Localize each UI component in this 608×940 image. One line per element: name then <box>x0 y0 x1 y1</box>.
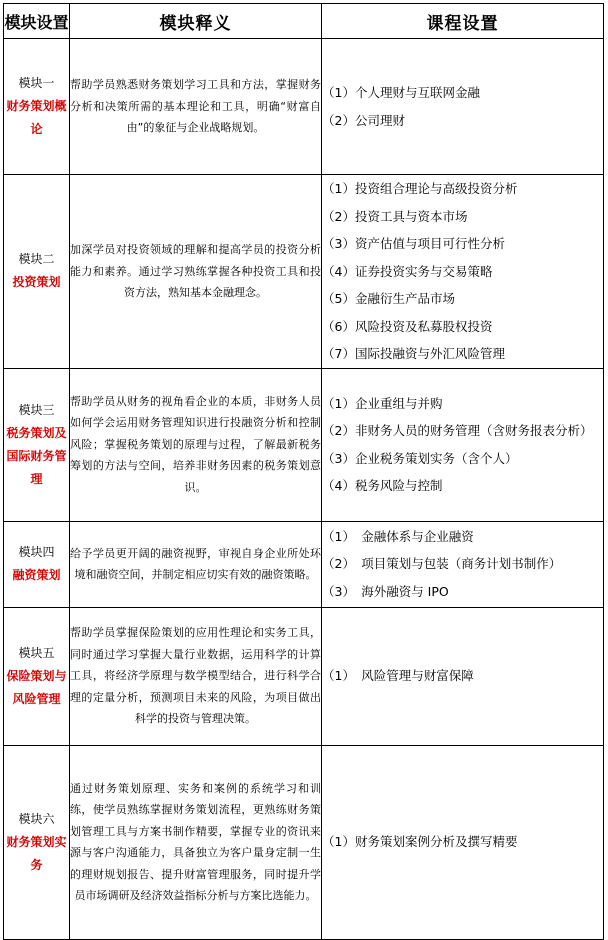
course-list <box>322 523 603 606</box>
course-item: （6）风险投资及私募股权投资 <box>322 318 493 334</box>
module-cell <box>4 607 70 745</box>
course-list-cell <box>322 175 604 369</box>
header-course-setting: 课程设置 <box>322 4 604 39</box>
module-cell <box>4 368 70 521</box>
header-row <box>4 4 604 39</box>
module-row <box>4 745 604 939</box>
module-name: 投资策划 <box>12 275 61 290</box>
course-item: （1）企业重组与并购 <box>322 395 443 411</box>
course-item: （1）投资组合理论与高级投资分析 <box>322 181 518 196</box>
course-item: （2）非财务人员的财务管理（含财务报表分析） <box>322 423 593 438</box>
module-description: 加深学员对投资领域的理解和提高学员的投资分析能力和素养。通过学习熟练掌握各种投资工具和投资方法，熟知基本金融理念。 <box>70 175 322 369</box>
course-item: （4）税务风险与控制 <box>322 478 443 493</box>
course-item: （1）个人理财与互联网金融 <box>322 85 480 100</box>
course-list <box>322 79 603 134</box>
module-name: 财务策划实务 <box>6 834 67 872</box>
module-cell <box>4 39 70 175</box>
module-code: 模块三 <box>18 402 55 417</box>
module-row <box>4 175 604 369</box>
module-name: 税务策划及国际财务管理 <box>6 425 67 486</box>
course-list <box>322 828 603 856</box>
header-module-setting: 模块设置 <box>4 4 70 39</box>
course-list-cell <box>322 521 604 607</box>
header-module-description: 模块释义 <box>70 4 322 39</box>
module-row <box>4 368 604 521</box>
course-item: （2）公司理财 <box>322 112 405 128</box>
course-list <box>322 662 603 690</box>
module-code: 模块二 <box>18 252 55 267</box>
course-item: （5）金融衍生产品市场 <box>322 291 455 306</box>
course-list-cell <box>322 368 604 521</box>
module-description: 帮助学员掌握保险策划的应用性理论和实务工具，同时通过学习掌握大量行业数据，运用科学的计算工具，将经济学原理与数学模型结合，进行科学合理的定量分析，预测项目未来的风险，为项目做出科学的投资与管理决策。 <box>70 607 322 745</box>
module-description: 给予学员更开阔的融资视野，审视自身企业所处环境和融资空间，并制定相应切实有效的融资策略。 <box>70 521 322 607</box>
course-item: （1） 风险管理与财富保障 <box>322 668 474 684</box>
module-name: 保险策划与风险管理 <box>6 668 67 706</box>
module-code: 模块四 <box>18 545 55 559</box>
course-list-cell <box>322 745 604 939</box>
course-item: （3）资产估值与项目可行性分析 <box>322 236 505 251</box>
module-row <box>4 521 604 607</box>
course-list <box>322 175 603 368</box>
course-item: （2）投资工具与资本市场 <box>322 208 468 224</box>
course-item: （7）国际投融资与外汇风险管理 <box>322 346 505 361</box>
module-code: 模块一 <box>18 76 55 90</box>
module-cell <box>4 175 70 369</box>
course-item: （4）证券投资实务与交易策略 <box>322 263 493 279</box>
course-list <box>322 390 603 500</box>
module-description: 帮助学员从财务的视角看企业的本质，非财务人员如何学会运用财务管理知识进行投融资分析和控制风险；掌握税务策划的原理与过程，了解最新税务筹划的方法与空间，培养非财务因素的税务策划意识。 <box>70 368 322 521</box>
module-name: 财务策划概论 <box>6 99 67 136</box>
course-list-cell <box>322 39 604 175</box>
module-description: 通过财务策划原理、实务和案例的系统学习和训练，使学员熟练掌握财务策划流程，更熟练财务策划管理工具与方案书制作精要，掌握专业的资讯来源与客户沟通能力，具备独立为客户量身定制一生的理财规划报告、提升财富管理服务，同时提升学员市场调研及经济效益指标分析与方案比选能力。 <box>70 745 322 939</box>
course-table <box>3 3 604 940</box>
module-cell <box>4 745 70 939</box>
module-description: 帮助学员熟悉财务策划学习工具和方法，掌握财务分析和决策所需的基本理论和工具，明确“财富自由”的象征与企业战略规划。 <box>70 39 322 175</box>
course-list-cell <box>322 607 604 745</box>
module-row <box>4 607 604 745</box>
course-item: （1）财务策划案例分析及撰写精要 <box>322 834 518 850</box>
module-code: 模块六 <box>18 811 55 826</box>
course-item: （3） 海外融资与 IPO <box>322 583 449 599</box>
module-code: 模块五 <box>18 645 55 660</box>
module-name: 融资策划 <box>12 568 61 582</box>
module-cell <box>4 521 70 607</box>
course-item: （3）企业税务策划实务（含个人） <box>322 450 518 466</box>
course-item: （2） 项目策划与包装（商务计划书制作） <box>322 556 562 572</box>
module-row <box>4 39 604 175</box>
course-item: （1） 金融体系与企业融资 <box>322 528 474 544</box>
